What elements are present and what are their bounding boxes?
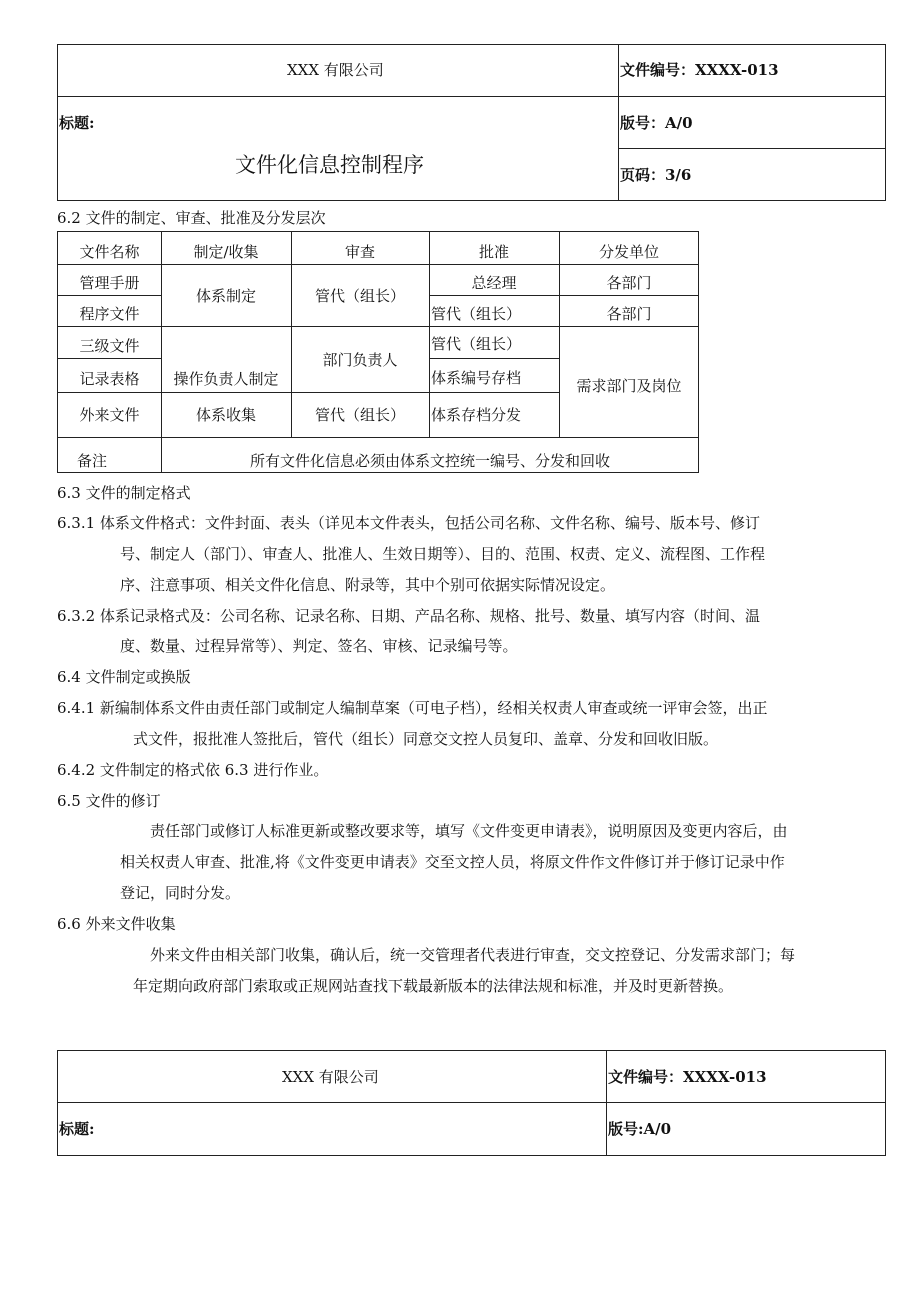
para-6-3-1-line3: 序、注意事项、相关文件化信息、附录等，其中个别可依据实际情况设定。	[120, 576, 616, 594]
col-header-review: 审查	[344, 243, 375, 261]
doc-number: 文件编号：XXXX-013	[620, 61, 779, 79]
col-header-approve: 批准	[478, 243, 509, 261]
row-34-review: 部门负责人	[322, 350, 398, 369]
version-number-2: 版号:A/0	[608, 1120, 672, 1138]
row-external-name: 外来文件	[79, 406, 140, 424]
row-manual-name: 管理手册	[79, 274, 140, 292]
row-manual-dist: 各部门	[606, 274, 652, 292]
para-6-3-1-line2: 号、制定人（部门）、审查人、批准人、生效日期等）、目的、范围、权责、定义、流程图、工作程	[120, 545, 766, 563]
para-6-5-line1: 责任部门或修订人标准更新或整改要求等，填写《文件变更申请表》，说明原因及变更内容后，由	[150, 822, 788, 840]
section-6-4-heading: 6.4 文件制定或换版	[57, 668, 191, 686]
row-procedure-name: 程序文件	[79, 305, 140, 323]
para-6-6-line1: 外来文件由相关部门收集，确认后，统一交管理者代表进行审查，交文控登记、分发需求部门；每	[150, 946, 796, 964]
row-34-make: 操作负责人制定	[173, 370, 279, 388]
row-procedure-dist: 各部门	[606, 305, 652, 323]
row-form-name: 记录表格	[79, 370, 140, 388]
col-header-make: 制定/收集	[193, 243, 259, 261]
company-name: XXX 有限公司	[287, 61, 384, 79]
para-6-5-line3: 登记，同时分发。	[120, 884, 241, 902]
header-table-bottom	[57, 1050, 886, 1156]
page-number: 页码：3/6	[620, 166, 692, 184]
title-label-2: 标题:	[59, 1120, 95, 1138]
section-6-2-heading: 6.2 文件的制定、审查、批准及分发层次	[57, 209, 326, 227]
col-header-name: 文件名称	[79, 243, 140, 261]
title-label: 标题:	[59, 114, 95, 132]
section-6-5-heading: 6.5 文件的修订	[57, 792, 161, 810]
para-6-4-1-line2: 式文件，报批准人签批后，管代（组长）同意交文控人员复印、盖章、分发和回收旧版。	[133, 730, 719, 748]
row-external-approve: 体系存档分发	[431, 406, 522, 424]
row-level3-approve: 管代（组长）	[431, 335, 522, 353]
para-6-3-2-line1: 6.3.2 体系记录格式及：公司名称、记录名称、日期、产品名称、规格、批号、数量、填写内容（时间、温	[57, 607, 760, 625]
row-345-dist: 需求部门及岗位	[576, 376, 682, 395]
para-6-4-1-line1: 6.4.1 新编制体系文件由责任部门或制定人编制草案（可电子档），经相关权责人审查或统一评审会签，出正	[57, 699, 768, 717]
section-6-3-heading: 6.3 文件的制定格式	[57, 484, 191, 502]
para-6-3-2-line2: 度、数量、过程异常等）、判定、签名、审核、记录编号等。	[120, 637, 518, 655]
col-header-dist: 分发单位	[598, 243, 659, 261]
note-label: 备注	[76, 452, 107, 470]
row-manual-approve: 总经理	[471, 274, 517, 292]
section-6-6-heading: 6.6 外来文件收集	[57, 915, 176, 933]
para-6-3-1-line1: 6.3.1 体系文件格式：文件封面、表头（详见本文件表头，包括公司名称、文件名称、编号、版本号、修订	[57, 514, 760, 532]
row-procedure-approve: 管代（组长）	[431, 305, 522, 323]
para-6-6-line2: 年定期向政府部门索取或正规网站查找下载最新版本的法律法规和标准，并及时更新替换。	[133, 977, 734, 995]
row-form-approve: 体系编号存档	[431, 369, 522, 387]
para-6-4-2: 6.4.2 文件制定的格式依 6.3 进行作业。	[57, 761, 329, 779]
row-external-review: 管代（组长）	[314, 406, 405, 424]
doc-title: 文件化信息控制程序	[235, 153, 424, 177]
row-external-make: 体系收集	[195, 406, 256, 424]
company-name-2: XXX 有限公司	[282, 1068, 379, 1086]
para-6-5-line2: 相关权责人审查、批准,将《文件变更申请表》交至文控人员，将原文件作文件修订并于修订记录中作	[120, 853, 785, 871]
row-12-review: 管代（组长）	[314, 286, 405, 305]
row-12-make: 体系制定	[195, 286, 256, 305]
doc-number-2: 文件编号：XXXX-013	[608, 1068, 767, 1086]
row-level3-name: 三级文件	[79, 337, 140, 355]
version-number: 版号：A/0	[620, 114, 693, 132]
note-text: 所有文件化信息必须由体系文控统一编号、分发和回收	[249, 452, 610, 470]
